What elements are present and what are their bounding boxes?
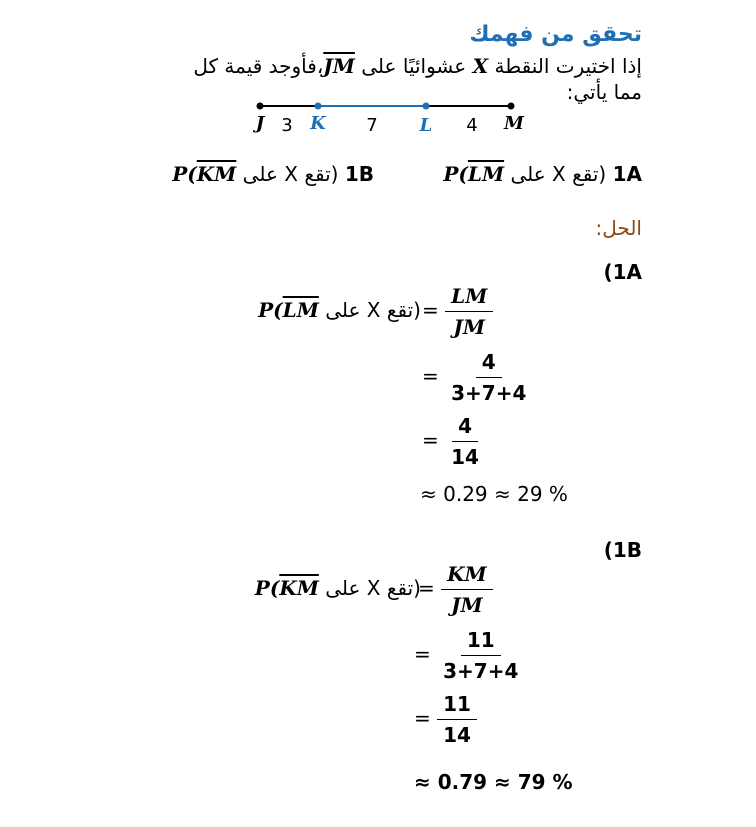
fraction (437, 692, 477, 747)
part-a-step-3 (422, 414, 485, 469)
section-heading: تحقق من فهمك (469, 22, 642, 47)
numerator: KM (441, 562, 493, 590)
fraction (445, 350, 532, 405)
part-b-lhs-expression (255, 576, 319, 600)
numerator: LM (445, 284, 493, 312)
numerator: 4 (476, 350, 502, 378)
part-a-text: (تقع X على (510, 162, 607, 186)
question-text-pre: إذا اختيرت النقطة (494, 54, 642, 78)
equals-sign: = (418, 576, 435, 600)
point-x: X (472, 54, 489, 78)
part-b-result: ≈ 0.79 ≈ 79 % (414, 770, 573, 794)
fraction (445, 414, 485, 469)
question-text-post: ،فأوجد قيمة كل (193, 54, 324, 78)
part-a-label: (1A (603, 260, 642, 284)
label-m: M (504, 113, 524, 134)
point-m (508, 103, 515, 110)
question-line-2: مما يأتي: (566, 80, 642, 104)
part-b-label: 1B (344, 162, 374, 186)
segment-km: $\overline{KM}$ (279, 576, 319, 600)
number-line (240, 96, 540, 140)
question-text-mid: عشوائيًا على (361, 54, 467, 78)
p-symbol: P( (172, 162, 197, 186)
part-a-question (443, 162, 642, 186)
label-l: L (419, 115, 433, 136)
equals-sign: = (422, 298, 439, 322)
equals-sign: = (422, 364, 439, 388)
label-j: J (255, 113, 265, 134)
numerator: 11 (437, 692, 477, 720)
numerator: 4 (452, 414, 478, 442)
label-k: K (310, 113, 326, 134)
denominator: 14 (443, 723, 471, 747)
part-a-lhs-text: (تقع X على (325, 298, 421, 322)
part-a-lhs-expression (258, 298, 319, 322)
equals-sign: = (414, 706, 431, 730)
part-a-result: ≈ 0.29 ≈ 29 % (420, 482, 568, 506)
part-b-label-text: 1B (612, 538, 642, 562)
p-symbol: P( (258, 298, 283, 322)
denominator: 3+7+4 (451, 381, 527, 405)
point-j (257, 103, 264, 110)
segment-lm: $\overline{LM}$ (282, 298, 319, 322)
length-kl: 7 (366, 115, 378, 136)
part-a-step-1 (422, 284, 493, 339)
question-line-1 (193, 54, 642, 78)
part-b-step-2 (414, 628, 524, 683)
denominator: JM (453, 315, 486, 339)
part-b-lhs (255, 576, 421, 600)
length-jk: 3 (281, 115, 293, 136)
denominator: 3+7+4 (443, 659, 519, 683)
segment-jm: JM (323, 54, 355, 78)
part-a-label: 1A (612, 162, 642, 186)
part-b-text: (تقع X على (242, 162, 339, 186)
solution-label: الحل: (595, 216, 642, 240)
point-k (315, 103, 322, 110)
part-b-expression (172, 162, 236, 186)
part-b-step-1 (418, 562, 493, 617)
denominator: 14 (451, 445, 479, 469)
numerator: 11 (461, 628, 501, 656)
part-b-lhs-text: (تقع X على (325, 576, 421, 600)
equals-sign: = (414, 642, 431, 666)
part-a-label-text: 1A (612, 260, 642, 284)
denominator: JM (451, 593, 483, 617)
p-symbol: P( (254, 576, 280, 600)
point-l (423, 103, 430, 110)
part-b-question (172, 162, 374, 186)
fraction (437, 628, 524, 683)
length-lm: 4 (466, 115, 478, 136)
part-b-label: (1B (603, 538, 642, 562)
segment-lm: $\overline{LM}$ (467, 162, 505, 186)
part-a-step-2 (422, 350, 532, 405)
p-symbol: P( (443, 162, 468, 186)
fraction (441, 562, 493, 617)
part-a-lhs (258, 298, 421, 322)
fraction (445, 284, 493, 339)
segment-km: $\overline{KM}$ (196, 162, 237, 186)
equals-sign: = (422, 428, 439, 452)
part-b-step-3 (414, 692, 477, 747)
part-a-expression (443, 162, 504, 186)
